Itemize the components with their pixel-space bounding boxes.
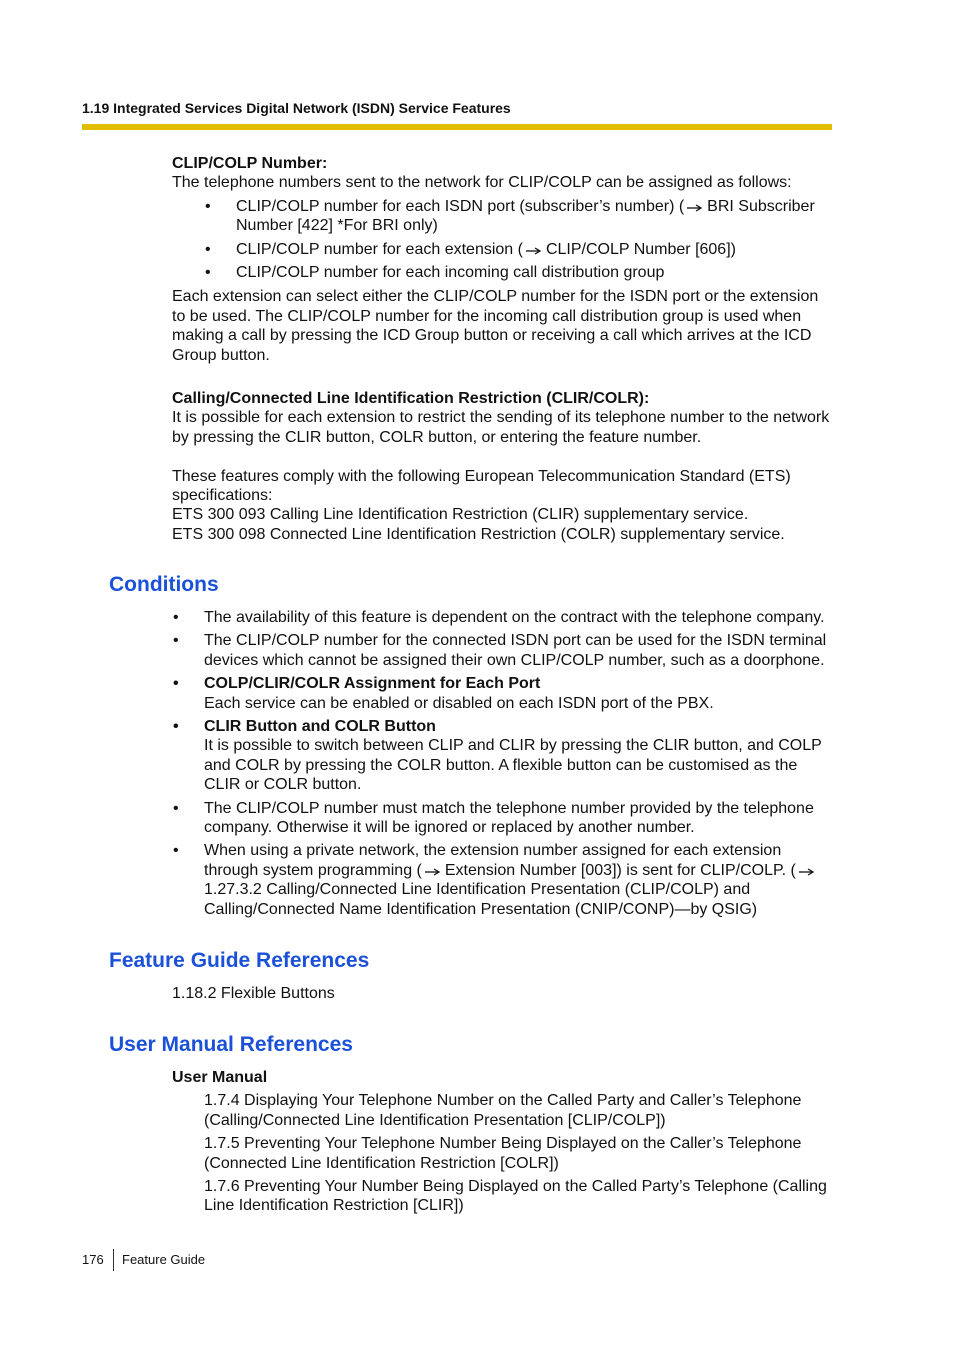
reference-link[interactable]: 1.7.4 Displaying Your Telephone Number on the Called Party and Caller’s Telephone (Calling/Connected Line Identification Presentation [CLIP/COLP]) bbox=[204, 1092, 802, 1129]
clip-colp-list bbox=[205, 197, 832, 283]
list-item: • The availability of this feature is dependent on the contract with the telephone company. bbox=[173, 609, 825, 626]
clir-colr-paragraph: It is possible for each extension to restrict the sending of its telephone number to the network by pressing the CLIR button, COLR button, or entering the feature number. bbox=[172, 409, 830, 446]
clir-colr-heading: Calling/Connected Line Identification Restriction (CLIR/COLR): bbox=[172, 390, 650, 407]
condition-title: COLP/CLIR/COLR Assignment for Each Port bbox=[204, 675, 541, 693]
clip-colp-paragraph: Each extension can select either the CLIP/COLP number for the ISDN port or the extension to be used. The CLIP/COLP number for the incoming call distribution group is used when making a call by pressing the ICD Group button or receiving a call which arrives at the ICD Group button. bbox=[172, 288, 819, 364]
condition-title: CLIR Button and COLR Button bbox=[204, 718, 436, 736]
list-item: • The CLIP/COLP number must match the telephone number provided by the telephone company. Otherwise it will be ignored or replaced by another number. bbox=[173, 799, 814, 837]
clip-colp-heading: CLIP/COLP Number: bbox=[172, 155, 328, 172]
feature-guide-refs-heading: Feature Guide References bbox=[109, 949, 370, 972]
user-manual-list bbox=[204, 1091, 832, 1215]
user-manual-refs bbox=[172, 1068, 832, 1216]
feature-guide-refs bbox=[172, 984, 832, 1003]
footer-doc-title: Feature Guide bbox=[122, 1252, 206, 1267]
conditions-list-wrap bbox=[173, 608, 832, 919]
footer-divider bbox=[113, 1249, 114, 1271]
list-item: • When using a private network, the extension number assigned for each extension through system programming ( Extension Number [003]) is sent for CLIP/COLP. (1.27.3.2 Calling/Connected Line Identification Presentation (CLIP/COLP) and Calling/Connected Name Identification Presentation (CNIP/CONP)—by QSIG) bbox=[204, 841, 832, 919]
arrow-right-icon bbox=[525, 245, 542, 255]
arrow-right-icon bbox=[424, 866, 441, 876]
arrow-right-icon bbox=[686, 202, 703, 212]
user-manual-refs-heading: User Manual References bbox=[109, 1033, 353, 1056]
ets-intro: These features comply with the following European Telecommunication Standard (ETS) specifications: bbox=[172, 467, 791, 505]
user-manual-subheading: User Manual bbox=[172, 1069, 268, 1086]
header-rule bbox=[82, 124, 832, 130]
list-item: • CLIP/COLP number for each ISDN port (subscriber’s number) ( BRI Subscriber Number [422] *For BRI only) bbox=[205, 197, 815, 235]
list-item: • CLIP/COLP number for each incoming call distribution group bbox=[205, 264, 665, 282]
conditions-list bbox=[173, 608, 832, 919]
ets-line: ETS 300 093 Calling Line Identification Restriction (CLIR) supplementary service. bbox=[172, 506, 749, 524]
clip-colp-section bbox=[172, 154, 832, 365]
reference-link[interactable]: 1.18.2 Flexible Buttons bbox=[172, 985, 335, 1002]
clir-colr-section bbox=[172, 389, 832, 544]
list-item: • CLIR Button and COLR Button It is possible to switch between CLIP and CLIR by pressing the CLIR button, and COLP and COLR by pressing the COLR button. A flexible button can be customised as the CLIR or COLR button. bbox=[204, 717, 832, 795]
arrow-right-icon bbox=[798, 866, 815, 876]
conditions-heading: Conditions bbox=[109, 573, 219, 596]
list-item: • The CLIP/COLP number for the connected ISDN port can be used for the ISDN terminal devices which cannot be assigned their own CLIP/COLP number, such as a doorphone. bbox=[173, 632, 827, 669]
reference-link[interactable]: 1.7.6 Preventing Your Number Being Displayed on the Called Party’s Telephone (Calling Line Identification Restriction [CLIR]) bbox=[204, 1178, 827, 1215]
page-number: 176 bbox=[82, 1252, 104, 1267]
ets-line: ETS 300 098 Connected Line Identification Restriction (COLR) supplementary service. bbox=[172, 525, 785, 543]
list-item: • CLIP/COLP number for each extension ( CLIP/COLP Number [606]) bbox=[205, 240, 736, 258]
clip-colp-intro: The telephone numbers sent to the network for CLIP/COLP can be assigned as follows: bbox=[172, 174, 792, 192]
list-item: • COLP/CLIR/COLR Assignment for Each Port Each service can be enabled or disabled on each ISDN port of the PBX. bbox=[204, 674, 832, 713]
running-head: 1.19 Integrated Services Digital Network (ISDN) Service Features bbox=[82, 100, 511, 116]
reference-link[interactable]: 1.7.5 Preventing Your Telephone Number Being Displayed on the Caller’s Telephone (Connected Line Identification Restriction [COLR]) bbox=[204, 1135, 802, 1172]
